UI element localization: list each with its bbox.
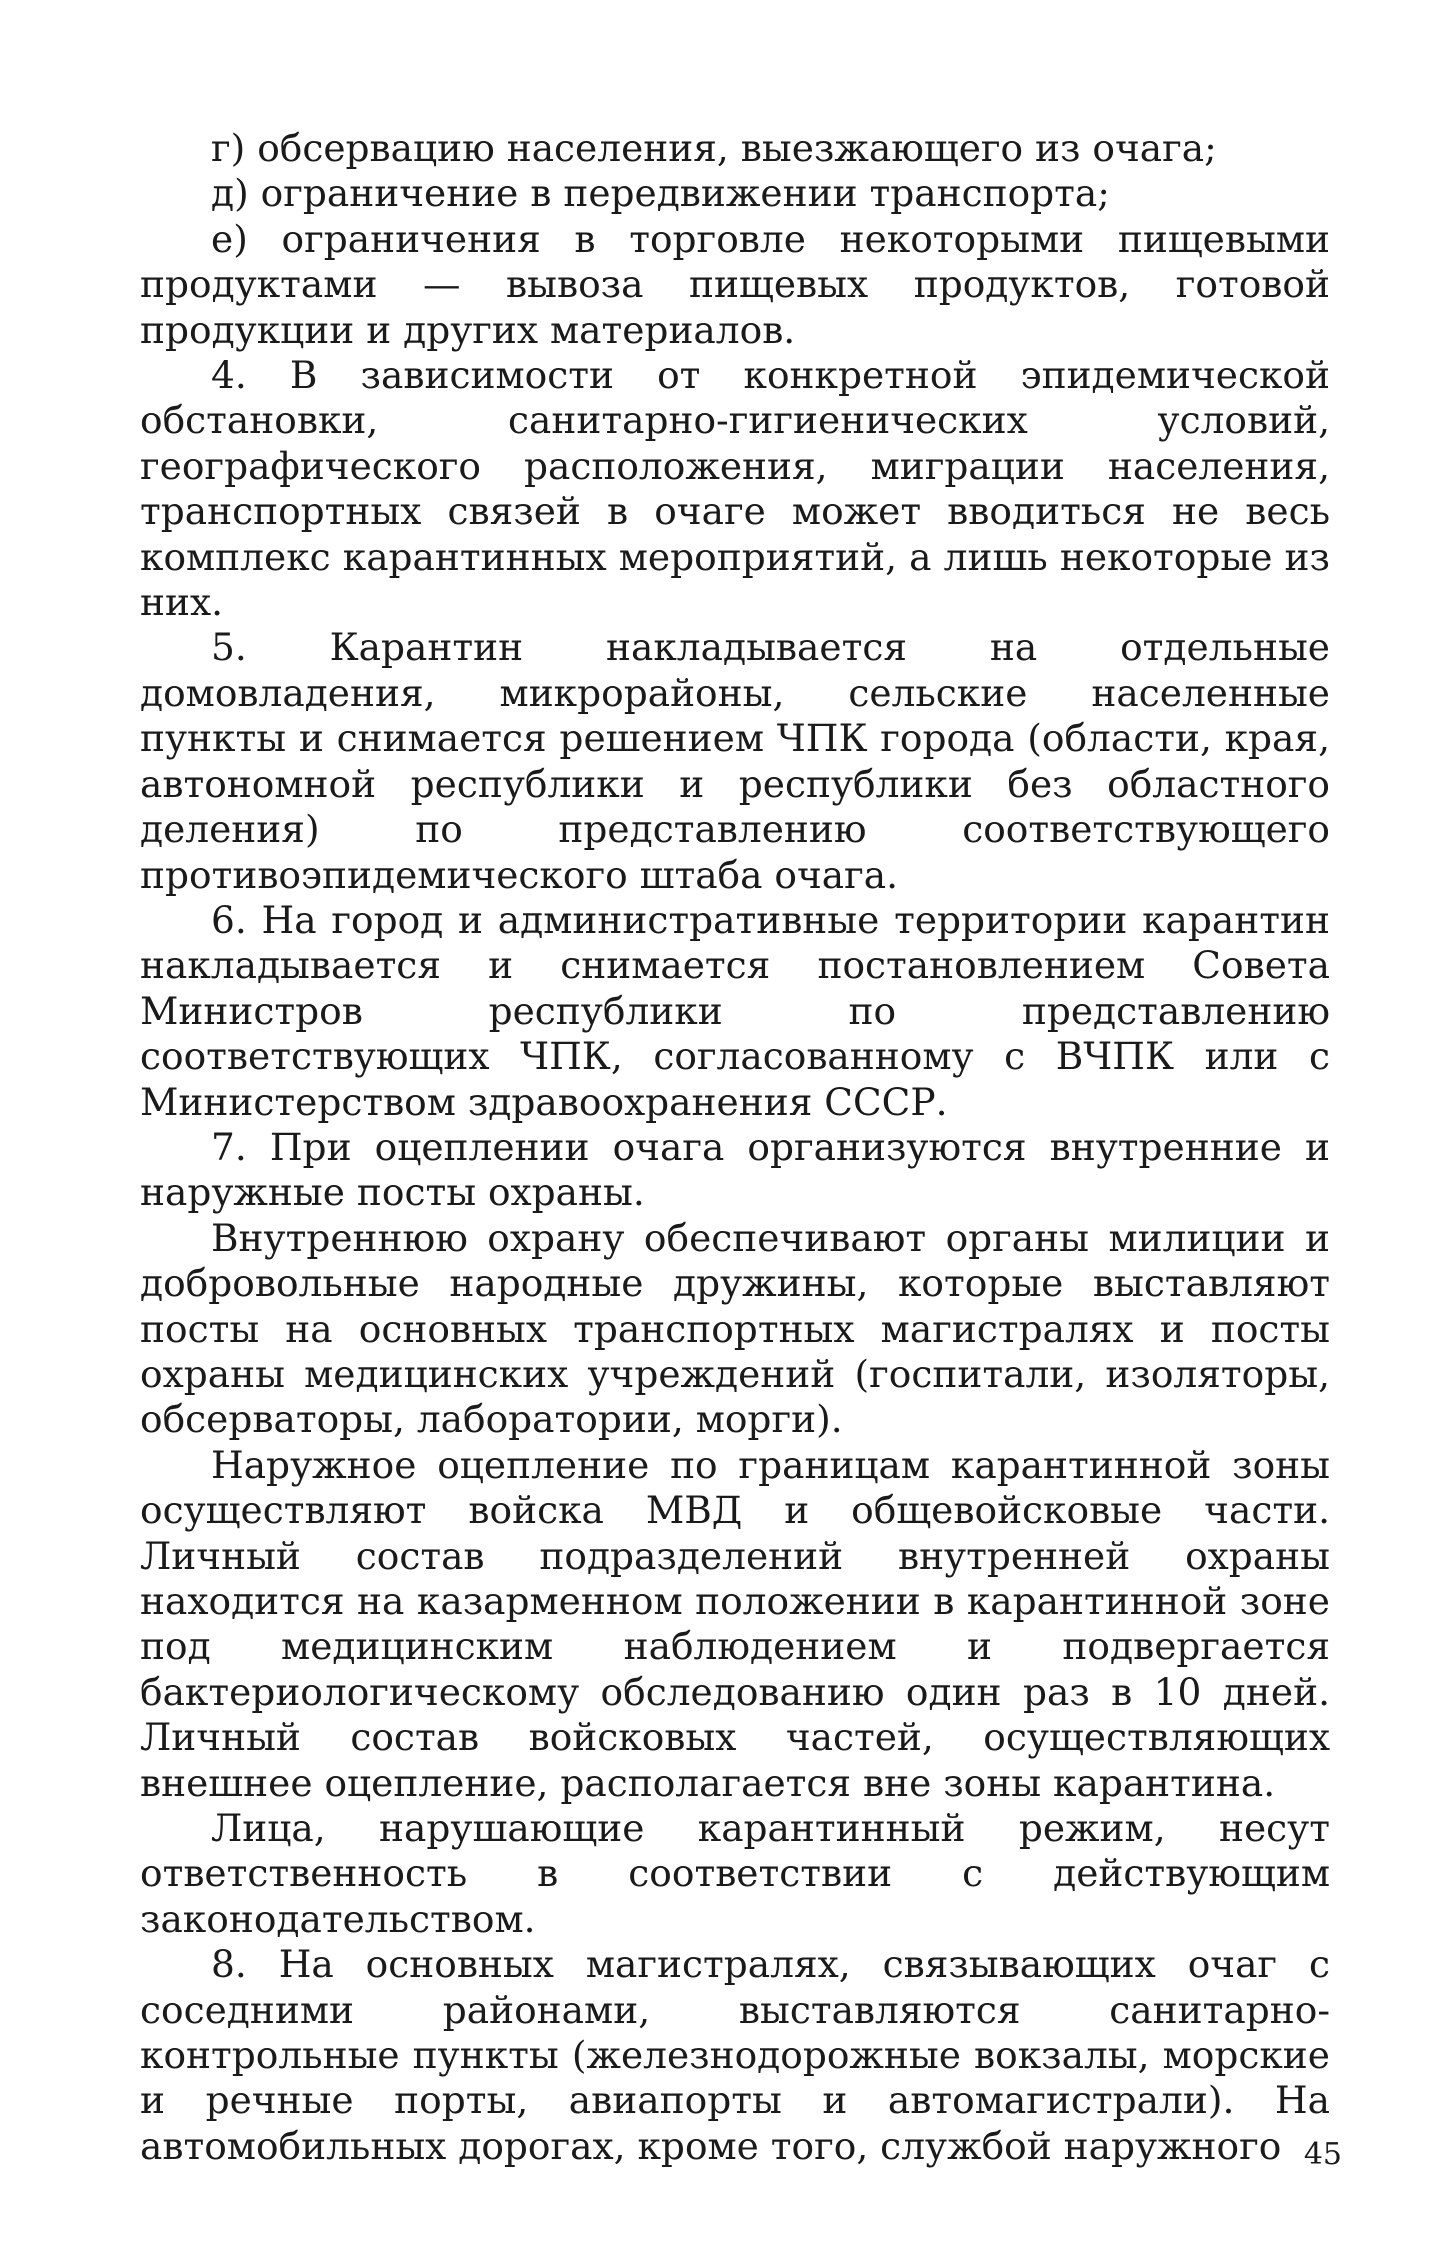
paragraph-item-e: е) ограничения в торговле некоторыми пищевыми продуктами — вывоза пищевых продуктов, готовой продукции и других материалов. bbox=[140, 216, 1330, 352]
paragraph-outer-cordon: Наружное оцепление по границам карантинной зоны осуществляют войска МВД и общевойсковые части. Личный состав подразделений внутренней охраны находится на казарменном положении в карантинной зоне под медицинским наблюдением и подвергается бактериологическому обследованию один раз в 10 дней. Личный состав войсковых частей, осуществляющих внешнее оцепление, располагается вне зоны карантина. bbox=[140, 1442, 1330, 1805]
paragraph-violators: Лица, нарушающие карантинный режим, несут ответственность в соответствии с действующим законодательством. bbox=[140, 1806, 1330, 1941]
page-number: 45 bbox=[1303, 2137, 1342, 2172]
paragraph-5: 5. Карантин накладывается на отдельные домовладения, микрорайоны, сельские населенные пункты и снимается решением ЧПК города (области, края, автономной республики и республики без областного деления) по представлению соответствующего противоэпидемического штаба очага. bbox=[140, 625, 1330, 897]
paragraph-8: 8. На основных магистралях, связывающих очаг с соседними районами, выставляются санитарно-контрольные пункты (железнодорожные вокзалы, морские и речные порты, авиапорты и автомагистрали). На автомобильных дорогах, кроме того, службой наружного bbox=[140, 1942, 1330, 2168]
paragraph-4: 4. В зависимости от конкретной эпидемической обстановки, санитарно-гигиенических условий, географического расположения, миграции населения, транспортных связей в очаге может вводиться не весь комплекс карантинных мероприятий, а лишь некоторые из них. bbox=[140, 353, 1330, 625]
paragraph-inner-guard: Внутреннюю охрану обеспечивают органы милиции и добровольные народные дружины, которые выставляют посты на основных транспортных магистралях и посты охраны медицинских учреждений (госпитали, изоляторы, обсерваторы, лаборатории, морги). bbox=[140, 1215, 1330, 1442]
paragraph-item-d: д) ограничение в передвижении транспорта; bbox=[211, 171, 1110, 216]
body-text bbox=[140, 126, 1330, 2169]
paragraph-6: 6. На город и административные территории карантин накладывается и снимается постановлением Совета Министров республики по представлению соответствующих ЧПК, согласованному с ВЧПК или с Министерством здравоохранения СССР. bbox=[140, 897, 1330, 1124]
paragraph-item-g: г) обсервацию населения, выезжающего из очага; bbox=[211, 126, 1217, 170]
paragraph-7: 7. При оцеплении очага организуются внутренние и наружные посты охраны. bbox=[140, 1124, 1330, 1215]
